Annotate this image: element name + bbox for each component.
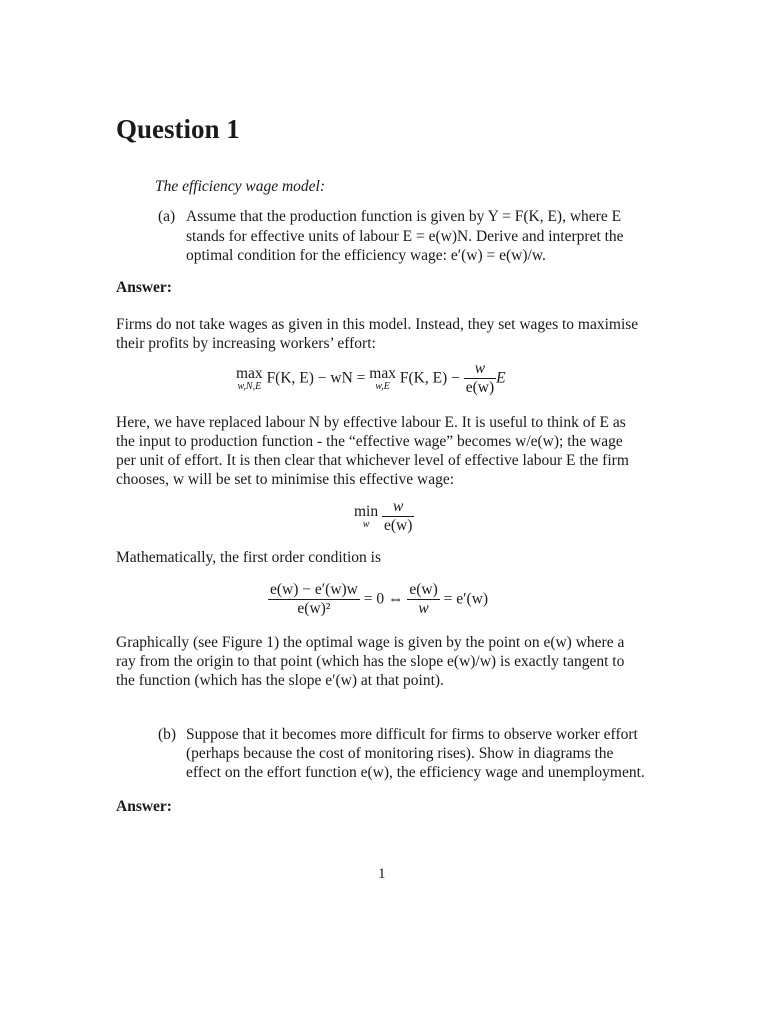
eq1-expression-2: F(K, E) −: [399, 369, 460, 387]
eq3-middle: = 0 ⇔: [363, 590, 404, 608]
eq3-fraction-1: $\frac{e(w) - e'(w)w}{\text{e(w)²}}$: [270, 581, 358, 617]
intro-text: The efficiency wage model:: [155, 178, 326, 195]
part-a-line-2: stands for effective units of labour E = e(w)N. Derive and interpret the: [186, 228, 624, 245]
equation-first-order-condition: [268, 581, 488, 618]
paragraph-4-line-3: the function (which has the slope e′(w) at that point).: [116, 672, 444, 689]
eq2-fraction: $\frac{w}{e(w)}$: [384, 498, 413, 534]
part-b-label: (b): [158, 726, 177, 743]
eq3-fraction-2: $\frac{e(w)}{w}$: [409, 581, 438, 617]
max-operator: max w,N,E: [236, 364, 263, 392]
part-b-line-3: effect on the effort function e(w), the efficiency wage and unemployment.: [186, 764, 645, 781]
part-a-label: (a): [158, 208, 176, 225]
part-b-line-1: Suppose that it becomes more difficult for firms to observe worker effort: [186, 726, 638, 743]
eq1-tail: E: [496, 369, 506, 387]
eq1-expression-1: F(K, E) − wN =: [266, 369, 366, 387]
paragraph-2-line-4: chooses, w will be set to minimise this effective wage:: [116, 471, 455, 488]
part-a-line-3: optimal condition for the efficiency wage: e′(w) = e(w)/w.: [186, 247, 546, 264]
answer-label-2: Answer:: [116, 798, 172, 815]
equation-min-effective-wage: [354, 498, 414, 535]
part-b-line-2: (perhaps because the cost of monitoring rises). Show in diagrams the: [186, 745, 614, 762]
question-title: Question 1: [116, 114, 240, 144]
paragraph-4-line-2: ray from the origin to that point (which has the slope e(w)/w) is exactly tangent to: [116, 653, 625, 670]
page-number: 1: [378, 866, 386, 882]
paragraph-1-line-2: their profits by increasing workers’ effort:: [116, 335, 376, 352]
paragraph-2-line-3: per unit of effort. It is then clear that whichever level of effective labour E the firm: [116, 452, 629, 469]
paragraph-2-line-2: the input to production function - the “effective wage” becomes w/e(w); the wage: [116, 433, 623, 450]
eq3-tail: = e′(w): [443, 590, 489, 608]
part-a-line-1: Assume that the production function is given by Y = F(K, E), where E: [186, 208, 622, 225]
eq1-fraction: $\frac{w}{e(w)}$: [465, 360, 495, 396]
equation-profit-max: [236, 360, 506, 397]
max-operator-2: max w,E: [369, 364, 396, 392]
paragraph-4-line-1: Graphically (see Figure 1) the optimal wage is given by the point on e(w) where a: [116, 634, 625, 651]
paragraph-1-line-1: Firms do not take wages as given in this model. Instead, they set wages to maximise: [116, 316, 639, 333]
paragraph-3: Mathematically, the first order condition is: [116, 549, 382, 566]
min-operator: min w: [354, 502, 379, 530]
answer-label: Answer:: [116, 279, 172, 296]
paragraph-2-line-1: Here, we have replaced labour N by effective labour E. It is useful to think of E as: [116, 414, 626, 431]
